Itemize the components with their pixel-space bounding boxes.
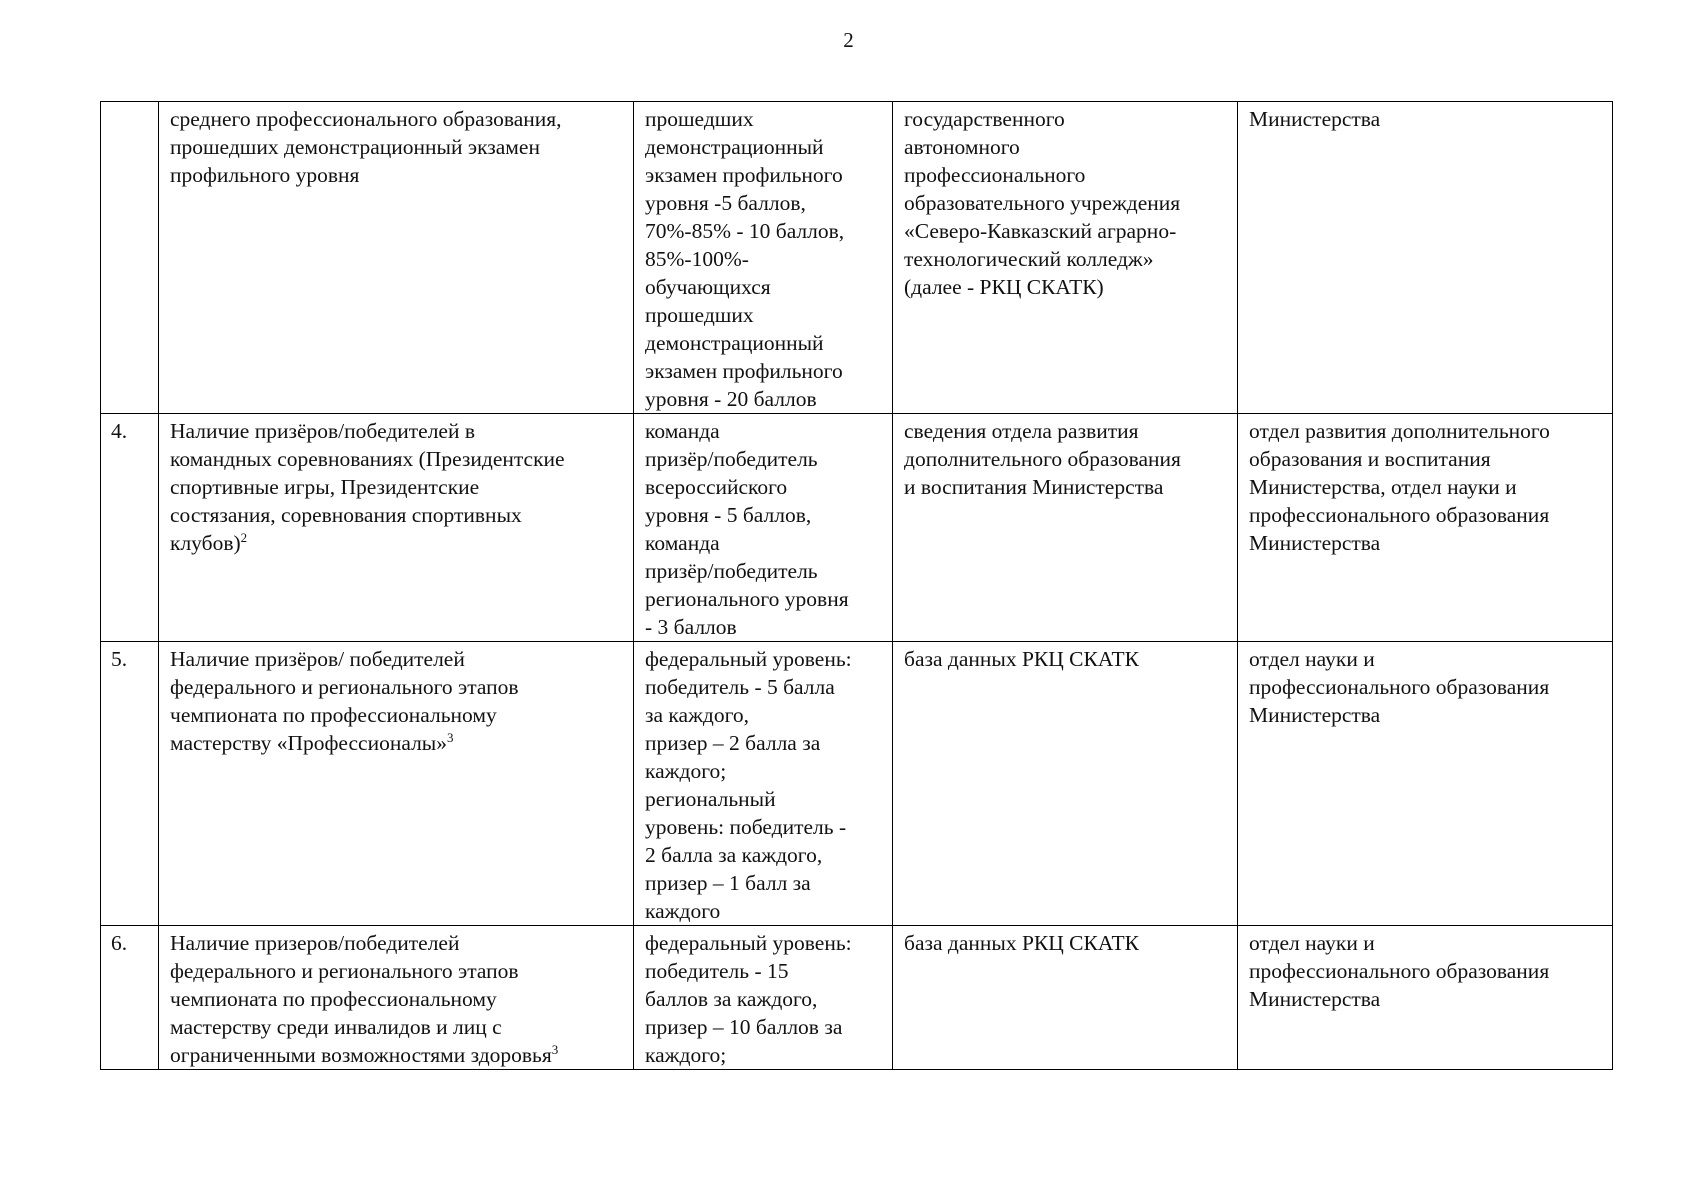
indicator-text: среднего профессионального образования, прошедших демонстрационный экзамен профильного уровня: [170, 107, 562, 187]
indicator-cell: [159, 926, 634, 1070]
scoring-cell: федеральный уровень: победитель - 5 балла за каждого, призер – 2 балла за каждого; региональный уровень: победитель - 2 балла за каждого, призер – 1 балл за каждого: [634, 642, 893, 926]
indicator-text: Наличие призёров/ победителей федерального и регионального этапов чемпионата по профессиональному мастерству «Профессионалы»: [170, 647, 519, 755]
table-row: [101, 926, 1613, 1070]
source-cell: база данных РКЦ СКАТК: [893, 926, 1238, 1070]
table-row: [101, 102, 1613, 414]
responsible-cell: отдел науки и профессионального образования Министерства: [1238, 642, 1613, 926]
scoring-cell: прошедших демонстрационный экзамен профильного уровня -5 баллов, 70%-85% - 10 баллов, 85%-100%- обучающихся прошедших демонстрационный экзамен профильного уровня - 20 баллов: [634, 102, 893, 414]
indicator-text: Наличие призеров/победителей федерального и регионального этапов чемпионата по профессиональному мастерству среди инвалидов и лиц с ограниченными возможностями здоровья: [170, 931, 552, 1067]
table-row: [101, 642, 1613, 926]
scoring-cell: команда призёр/победитель всероссийского уровня - 5 баллов, команда призёр/победитель регионального уровня - 3 баллов: [634, 414, 893, 642]
source-cell: государственного автономного профессионального образовательного учреждения «Северо-Кавказский аграрно- технологический колледж» (далее - РКЦ СКАТК): [893, 102, 1238, 414]
responsible-cell: отдел развития дополнительного образования и воспитания Министерства, отдел науки и профессионального образования Министерства: [1238, 414, 1613, 642]
scoring-cell: федеральный уровень: победитель - 15 баллов за каждого, призер – 10 баллов за каждого;: [634, 926, 893, 1070]
row-number: 4.: [101, 414, 159, 642]
page-number: 2: [843, 28, 854, 52]
row-number: 6.: [101, 926, 159, 1070]
indicator-cell: [159, 642, 634, 926]
responsible-cell: Министерства: [1238, 102, 1613, 414]
footnote-ref: 3: [551, 1041, 559, 1057]
footnote-ref: 2: [240, 529, 248, 545]
indicator-cell: [159, 414, 634, 642]
row-number: 5.: [101, 642, 159, 926]
source-cell: сведения отдела развития дополнительного образования и воспитания Министерства: [893, 414, 1238, 642]
responsible-cell: отдел науки и профессионального образования Министерства: [1238, 926, 1613, 1070]
table-row: [101, 414, 1613, 642]
indicator-cell: [159, 102, 634, 414]
row-number: [101, 102, 159, 414]
source-cell: база данных РКЦ СКАТК: [893, 642, 1238, 926]
indicator-text: Наличие призёров/победителей в командных соревнованиях (Президентские спортивные игры, Президентские состязания, соревнования спортивных клубов): [170, 419, 565, 555]
criteria-table: [100, 101, 1613, 1070]
footnote-ref: 3: [447, 729, 454, 745]
